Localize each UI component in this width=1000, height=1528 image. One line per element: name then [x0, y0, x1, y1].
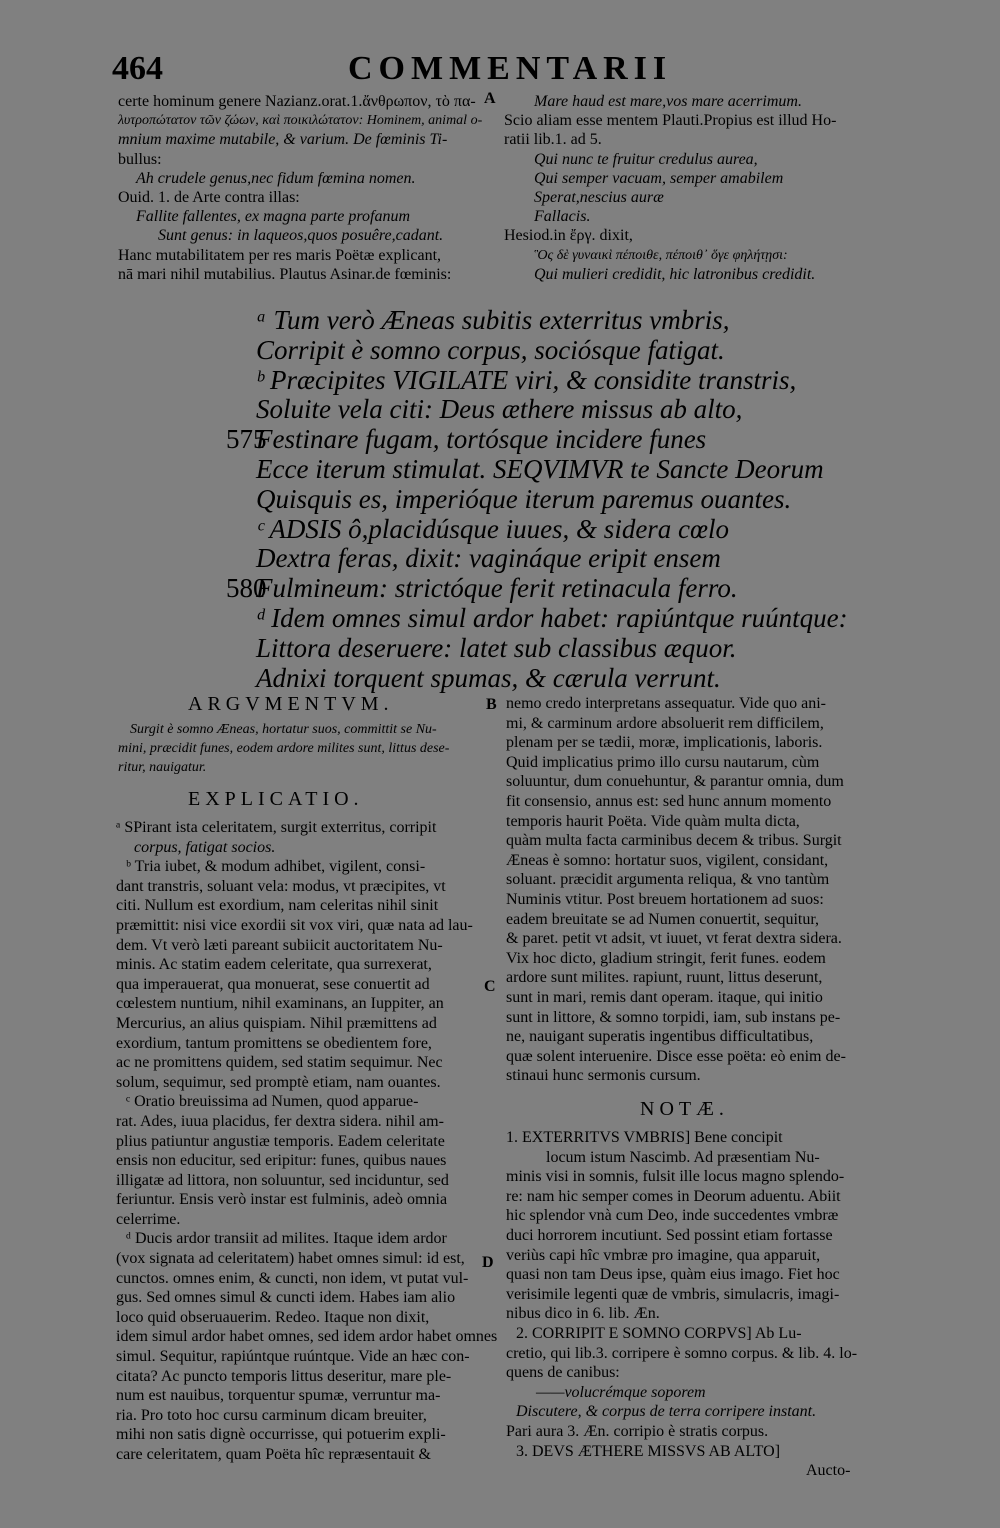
poem-text: Corripit è somno corpus, sociósque fatigat. [256, 334, 725, 365]
text-line: præmittit: nisi vice exordii sit vox viri, quæ nata ad lau- [116, 916, 473, 934]
note-line: veriùs capi hîc vmbræ pro imagine, qua apparuit, [506, 1246, 821, 1264]
text-line: nā mari nihil mutabilius. Plautus Asinar.de fœminis: [118, 265, 452, 283]
text-line: stinaui hunc sermonis cursum. [506, 1067, 701, 1085]
note-line: Aucto- [806, 1462, 851, 1480]
verse-line: Qui nunc te fruitur credulus aurea, [534, 150, 758, 168]
text-line: Hanc mutabilitatem per res maris Poëtæ explicant, [118, 246, 442, 264]
verse-line: Sperat,nescius auræ [534, 188, 664, 206]
text-line: dem. Vt verò læti pareant subiicit auctoritatem Nu- [116, 936, 443, 954]
text-line: quàm multa facta carminibus decem & tribus. Surgit [506, 832, 842, 850]
text-line: cœlestem nuntium, nihil examinans, an Iuppiter, an [116, 995, 444, 1013]
poem-line [226, 634, 848, 664]
line-number: 575 [226, 424, 267, 455]
text-line: ardore sunt milites. rapiunt, ruunt, littus deserunt, [506, 969, 823, 987]
margin-letter-b: B [486, 696, 497, 713]
top-left-column [118, 92, 482, 284]
note-line: hic splendor vnà cum Deo, inde succedentes vmbræ [506, 1207, 839, 1225]
poem-line [226, 306, 848, 336]
text-line: ria. Pro toto hoc cursu carminum dicam breuiter, [116, 1406, 427, 1424]
text-line: plenam per se tædii, moræ, implicationis, laboris. [506, 734, 823, 752]
poem-text: Ecce iterum stimulat. SEQVIMVR te Sancte Deorum [256, 453, 824, 484]
text-line: λυτροπώτατον τῶν ζώων, καὶ ποικιλώτατον: Hominem, animal o- [118, 113, 483, 129]
margin-letter-d: D [482, 1254, 494, 1271]
text-line: soluuntur, dum conuehuntur, & parantur omnia, dum [506, 773, 844, 791]
text-line: plius patiuntur angustiæ temporis. Eadem celeritate [116, 1132, 445, 1150]
text-line: ensis non educitur, sed eripitur: funes, quibus naues [116, 1152, 447, 1170]
margin-letter-a: A [484, 90, 496, 107]
text-line: bullus: [118, 150, 162, 168]
text-line: & paret. petit vt adsit, vt iuuet, vt ferat dextra sidera. [506, 930, 842, 948]
note-line: ——volucrémque soporem [536, 1383, 706, 1401]
verse-line: Fallite fallentes, ex magna parte profanum [136, 208, 411, 226]
greek-line: Ὃς δὲ γυναικὶ πέποιθε, πέποιθ᾽ ὅγε φηλήτῃσι: [534, 247, 788, 263]
right-body [506, 694, 846, 1086]
text-line: qua imperauerat, qua monuerat, sese conuertit ad [116, 975, 430, 993]
text-line: rat. Ades, iuua placidus, fer dextra sidera. nihil am- [116, 1112, 444, 1130]
text-line: sunt in littore, & somno torpidi, iam, sub instans pe- [506, 1008, 841, 1026]
text-line: sunt in mari, remis dant operam. itaque, qui initio [506, 988, 823, 1006]
poem-text: ᵃ Tum verò Æneas subitis exterritus vmbris, [256, 305, 730, 335]
text-line: (vox signata ad celeritatem) habet omnes simul: id est, [116, 1250, 465, 1268]
poem-text: Quisquis es, imperióque iterum paremus ouantes. [256, 483, 792, 514]
text-line: idem simul ardor habet omnes, sed idem ardor habet omnes [116, 1328, 498, 1346]
text-line: exordium, tantum promittens se obedientem fore, [116, 1034, 432, 1052]
note-line: Pari aura 3. Æn. corripio è stratis corpus. [506, 1422, 769, 1440]
text-line: care celeritatem, quam Poëta hîc repræsentauit & [116, 1446, 431, 1463]
text-line: temporis haurit Poëta. Vide quàm multa dicta, [506, 812, 800, 830]
text-line: gus. Sed omnes simul & cuncti idem. Habes iam alio [116, 1289, 456, 1307]
poem-text: Soluite vela citi: Deus æthere missus ab alto, [256, 394, 743, 425]
text-line: Scio aliam esse mentem Plauti.Propius est illud Ho- [504, 112, 837, 130]
note-line: minis visi in somnis, fulsit ille locus magno splendo- [506, 1168, 845, 1186]
top-right-column [504, 92, 836, 284]
poem-text: ᵈ Idem omnes simul ardor habet: rapiúntque ruúntque: [256, 602, 848, 633]
line-number: 580 [226, 573, 267, 604]
text-line: mini, præcidit funes, eodem ardore milites sunt, littus dese- [118, 741, 450, 757]
note-line: quasi non tam Deus ipse, quàm eius imago. Fiet hoc [506, 1266, 840, 1284]
note-line: Discutere, & corpus de terra corripere instant. [516, 1403, 817, 1421]
text-line: citata? Ac puncto temporis littus deseritur, mare ple- [116, 1367, 452, 1385]
poem-line [226, 604, 848, 634]
verse-line: Ah crudele genus,nec fidum fœmina nomen. [136, 169, 416, 187]
text-line: citi. Nullum est exordium, nam celeritas nihil sinit [116, 897, 439, 915]
poem-text: ᶜ ADSIS ô,placidúsque iuues, & sidera cœlo [256, 513, 730, 544]
text-line: ac ne promittens quidem, sed statim sequimur. Nec [116, 1054, 443, 1072]
text-line: ᵇ Tria iubet, & modum adhibet, vigilent, consi- [126, 858, 426, 876]
text-line: ᶜ Oratio breuissima ad Numen, quod apparue- [126, 1093, 419, 1111]
note-line: quens de canibus: [506, 1364, 620, 1382]
poem-line [226, 664, 848, 694]
text-line: quæ solent interuenire. Disce esse poëta: eò enim de- [506, 1047, 846, 1065]
notae-body [506, 1128, 857, 1481]
poem-line [226, 544, 848, 574]
argumentum [118, 720, 449, 778]
text-line: Mercurius, an alius quispiam. Nihil præmittens ad [116, 1014, 437, 1032]
text-line: certe hominum genere Nazianz.orat.1.ἄνθρωπον, τὸ πα- [118, 93, 476, 110]
text-line: ritur, nauigatur. [118, 760, 207, 776]
text-line: solum, sequimur, sed promptè etiam, nam ouantes. [116, 1073, 441, 1091]
verse-line: Sunt genus: in laqueos,quos posuêre,cadant. [158, 227, 444, 245]
running-title: COMMENTARII [348, 50, 673, 87]
explicatio-body [116, 818, 497, 1465]
text-line: mi, & carminum ardore absoluerit rem difficilem, [506, 714, 824, 732]
verse-line: Qui semper vacuam, semper amabilem [534, 169, 784, 187]
note-line: verisimile legenti quæ de vmbris, simulacris, imagi- [506, 1285, 840, 1303]
text-line: Hesiod.in ἔργ. dixit, [504, 227, 633, 245]
text-line: ratii lib.1. ad 5. [504, 131, 602, 149]
text-line: mihi non satis dignè occurrisse, qui potuerim expli- [116, 1426, 446, 1444]
poem [226, 306, 848, 693]
text-line: soluant. præcidit argumenta reliqua, & vno tantùm [506, 871, 830, 889]
note-line: re: nam hic semper comes in Deorum aduentu. Abiit [506, 1187, 841, 1205]
poem-text: Dextra feras, dixit: vagináque eripit ensem [256, 543, 721, 574]
note-line: 1. EXTERRITVS VMBRIS] Bene concipit [506, 1129, 783, 1146]
text-line: Quid implicatius primo illo cursu nautarum, cùm [506, 753, 820, 771]
note-line: locum istum Nascimb. Ad præsentiam Nu- [546, 1148, 820, 1166]
margin-letter-c: C [484, 978, 496, 995]
text-line: Æneas è somno: hortatur suos, vigilent, considant, [506, 851, 829, 869]
text-line: celerrime. [116, 1210, 181, 1228]
text-line: loco quid obseruauerim. Redeo. Itaque non dixit, [116, 1308, 430, 1326]
text-line: dant transtris, soluant vela: modus, vt præcipites, vt [116, 877, 446, 895]
verse-line: Mare haud est mare,vos mare acerrimum. [534, 93, 802, 110]
notae-heading: NOTÆ. [640, 1098, 729, 1120]
text-line: Vix hoc dicto, gladium stringit, ferit funes. eodem [506, 949, 826, 967]
note-line: 2. CORRIPIT E SOMNO CORPVS] Ab Lu- [516, 1324, 802, 1342]
verse-line: Qui mulieri credidit, hic latronibus credidit. [534, 265, 816, 283]
poem-line [226, 574, 848, 604]
text-line: Ouid. 1. de Arte contra illas: [118, 188, 300, 206]
poem-text: ᵇ Præcipites VIGILATE viri, & considite transtris, [256, 364, 797, 395]
note-line: duci horrorem incutiunt. Sed possint etiam fortasse [506, 1226, 833, 1244]
poem-text: Festinare fugam, tortósque incidere funes [256, 424, 707, 455]
text-line: num est nauibus, torquentur spumæ, verruntur ma- [116, 1387, 441, 1405]
text-line: eadem breuitate se ad Numen conuertit, sequitur, [506, 910, 820, 928]
poem-line [226, 485, 848, 515]
poem-text: Adnixi torquent spumas, & cærula verrunt. [256, 662, 721, 693]
poem-text: Fulmineum: strictóque ferit retinacula ferro. [256, 573, 738, 604]
note-line: 3. DEVS ÆTHERE MISSVS AB ALTO] [516, 1442, 781, 1460]
text-line: cunctos. omnes enim, & cuncti, non idem, vt putat vul- [116, 1269, 469, 1287]
poem-line [226, 455, 848, 485]
text-line: feriuntur. Ensis verò instar est fulminis, adeò omnia [116, 1191, 448, 1209]
poem-line [226, 366, 848, 396]
poem-line [226, 395, 848, 425]
text-line: illigatæ ad littora, non soluuntur, sed inciduntur, sed [116, 1171, 449, 1189]
argumentum-heading: ARGVMENTVM. [188, 693, 394, 715]
text-line: minis. Ac statim eadem celeritate, qua surrexerat, [116, 956, 432, 974]
text-line: ᵈ Ducis ardor transiit ad milites. Itaque idem ardor [126, 1230, 447, 1248]
page-number: 464 [112, 50, 163, 87]
poem-line [226, 515, 848, 545]
text-line: fit consensio, annus est: sed hunc annum momento [506, 792, 832, 810]
explicatio-heading: EXPLICATIO. [188, 788, 364, 810]
text-line: Numinis vtitur. Post breuem hortationem ad suos: [506, 890, 824, 908]
text-line: corpus, fatigat socios. [134, 838, 276, 856]
text-line: simul. Sequitur, rapiúntque ruúntque. Vide an hæc con- [116, 1348, 470, 1366]
text-line: ᵃ SPirant ista celeritatem, surgit exterritus, corripit [116, 819, 437, 836]
note-line: nibus dico in 6. lib. Æn. [506, 1305, 660, 1323]
poem-line [226, 425, 848, 455]
poem-line [226, 336, 848, 366]
text-line: ne, nauigant superatis ingentibus difficultatibus, [506, 1028, 814, 1046]
text-line: mnium maxime mutabile, & varium. De fœminis Ti- [118, 131, 448, 149]
text-line: nemo credo interpretans assequatur. Vide quo ani- [506, 695, 826, 712]
note-line: cretio, qui lib.3. corripere è somno corpus. & lib. 4. lo- [506, 1344, 858, 1362]
verse-line: Fallacis. [534, 208, 591, 226]
text-line: Surgit è somno Æneas, hortatur suos, committit se Nu- [130, 722, 437, 737]
poem-text: Littora deseruere: latet sub classibus æquor. [256, 632, 737, 663]
